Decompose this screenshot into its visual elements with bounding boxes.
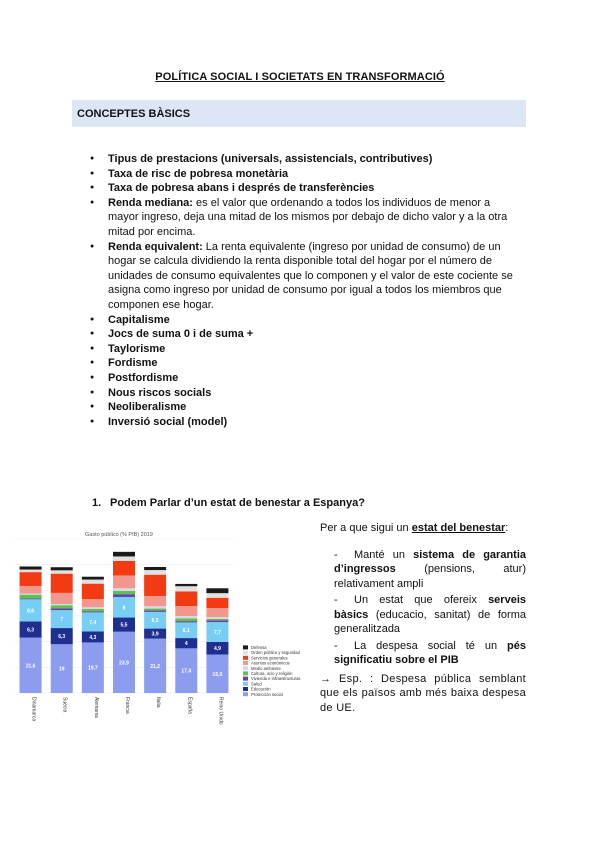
category-label: Suecia [61, 697, 68, 713]
concept-term: Jocs de suma 0 i de suma + [108, 328, 254, 341]
concept-item [72, 342, 522, 357]
right-column [320, 521, 526, 726]
section-heading-bar [72, 100, 526, 127]
bar-segment [20, 586, 42, 594]
welfare-intro: Per a que sigui un estat del benestar: [320, 522, 509, 534]
bar-segment [51, 567, 73, 570]
legend-label: Asuntos económicos [251, 660, 290, 666]
concept-item [72, 167, 522, 182]
bar-value-label: 8,6 [27, 608, 35, 615]
bar-segment [144, 570, 166, 575]
bar-segment [20, 570, 42, 573]
bar-segment [51, 574, 73, 593]
bar-segment [144, 609, 166, 611]
bar-segment [175, 584, 197, 586]
bar-segment [20, 566, 42, 569]
bar-segment [20, 595, 42, 599]
bar-segment [82, 607, 104, 609]
section-heading: CONCEPTES BÀSICS [77, 108, 191, 120]
point-dash: - [334, 639, 338, 652]
bar-value-label: 19,7 [87, 665, 98, 672]
bar-segment [206, 620, 228, 622]
bar-segment [113, 591, 135, 594]
welfare-state-term: estat del benestar [411, 522, 506, 534]
bar-segment [144, 575, 166, 596]
point-dash: - [334, 594, 338, 606]
bar-segment [51, 593, 73, 604]
bar-value-label: 4 [184, 641, 188, 648]
bar-value-label: 23,9 [119, 660, 129, 667]
legend-swatch [243, 651, 248, 655]
public-spending-chart [15, 527, 311, 757]
concept-item [72, 152, 522, 167]
bar-segment [175, 616, 197, 618]
bar-segment [113, 552, 135, 557]
bar-segment [206, 588, 228, 593]
bar-segment [20, 594, 42, 595]
welfare-point: - La despesa social té un pés significatiu sobre el PIB [334, 639, 526, 666]
concept-term: Taxa de risc de pobresa monetària [108, 167, 289, 180]
bar-segment [175, 591, 197, 606]
bar-segment [144, 610, 166, 612]
point-key-term: serveis bàsics [334, 594, 526, 621]
bar-segment [82, 611, 104, 612]
bar-segment [82, 609, 104, 612]
welfare-point: - Manté un sistema de garantia d’ingressos (pensions, atur) relativament ampli [334, 548, 527, 590]
concept-term: Fordisme [108, 357, 158, 370]
question-text: Podem Parlar d’un estat de benestar a Espanya? [110, 497, 365, 509]
concept-term: Inversió social (model) [108, 415, 228, 428]
bar-segment [144, 606, 166, 608]
welfare-points [320, 548, 526, 668]
bar-segment [175, 586, 197, 591]
bar-segment [113, 561, 135, 576]
concept-term: Neoliberalisme [108, 401, 187, 414]
concept-definition: es el valor que ordenando a todos los individuos de menor a mayor ingreso, deja una mitad de los mismos por debajo de dicho valor y a la otra mitad por encima. [108, 196, 508, 238]
question-number: 1. [92, 497, 102, 509]
concept-item [72, 313, 522, 328]
bar-segment [82, 580, 104, 584]
bar-segment [144, 596, 166, 606]
category-label: Francia [124, 697, 130, 714]
legend-label: Cultura, ocio y religión [251, 671, 293, 676]
chart-svg [15, 527, 311, 757]
concept-item [72, 371, 522, 386]
concept-term: Tipus de prestacions (universals, assistencials, contributives) [108, 153, 433, 165]
bar-value-label: 21,6 [25, 663, 36, 670]
legend-label: Defensa [251, 645, 267, 650]
bar-segment [113, 556, 135, 560]
category-label: Italia [155, 697, 162, 708]
bar-segment [82, 599, 104, 607]
concept-item [72, 386, 522, 401]
bar-segment [51, 570, 73, 573]
legend-swatch [243, 666, 248, 670]
bar-value-label: 6,1 [182, 628, 190, 635]
concept-term: Renda mediana: [108, 196, 193, 209]
bar-value-label: 6,5 [151, 618, 159, 625]
bar-segment [206, 619, 228, 621]
concept-term: Taxa de pobresa abans i després de transferències [108, 182, 375, 195]
chart-title: Gasto público (% PIB) 2019 [85, 532, 153, 538]
concept-term: Postfordisme [108, 371, 179, 384]
legend-label: Medio ambiente [251, 665, 281, 671]
legend-label: Educación [251, 686, 271, 692]
concept-item [72, 196, 522, 240]
bar-segment [113, 575, 135, 588]
question-heading [92, 497, 365, 509]
bar-segment [206, 598, 228, 608]
bar-segment [20, 599, 42, 600]
point-key-term: sistema de garantia d’ingressos [334, 548, 527, 575]
legend-swatch [243, 682, 248, 686]
concepts-list [72, 152, 522, 429]
legend-label: Salud [251, 681, 262, 687]
concept-term: Capitalisme [108, 313, 170, 326]
bar-value-label: 15,0 [212, 671, 223, 678]
point-dash: - [334, 548, 338, 561]
bar-value-label: 4,3 [89, 634, 97, 641]
legend-swatch [243, 692, 248, 696]
legend-swatch [243, 687, 248, 691]
category-label: Reino Unido [217, 697, 224, 725]
bar-segment [82, 577, 104, 580]
bar-value-label: 8 [122, 605, 126, 612]
concept-item [72, 181, 522, 196]
legend-label: Protección social [251, 691, 283, 697]
bar-value-label: 6,3 [27, 627, 35, 634]
bar-value-label: 3,9 [151, 631, 159, 638]
concept-item [72, 415, 522, 430]
bar-value-label: 4,9 [213, 646, 221, 653]
legend-swatch [243, 671, 248, 675]
concept-term: Renda equivalent: [108, 240, 203, 253]
bar-segment [20, 572, 42, 586]
concept-item [72, 240, 522, 313]
bar-value-label: 19 [58, 666, 65, 673]
bar-value-label: 5,5 [120, 622, 128, 629]
bar-segment [51, 605, 73, 608]
bar-value-label: 7 [60, 617, 64, 624]
bar-segment [175, 618, 197, 621]
legend-label: Orden público y seguridad [251, 650, 300, 656]
category-label: Alemania [92, 697, 99, 718]
concept-item [72, 327, 522, 342]
legend-swatch [243, 677, 248, 681]
bar-segment [51, 604, 73, 605]
point-key-term: pés significatiu sobre el PIB [334, 639, 526, 666]
bar-segment [206, 593, 228, 598]
bar-segment [206, 617, 228, 619]
legend-label: Vivienda e infraestructuras [251, 676, 301, 682]
concept-item [72, 356, 522, 371]
bar-segment [51, 608, 73, 610]
category-label: España [186, 697, 193, 714]
document-title: POLÍTICA SOCIAL I SOCIETATS EN TRANSFORMACIÓ [155, 71, 445, 83]
legend-label: Servicios generales [251, 655, 288, 661]
bar-segment [175, 621, 197, 622]
concept-definition: La renta equivalente (ingreso por unidad de consumo) de un hogar se calcula dividiendo la renta disponible total del hogar por el número de unidades de consumo equivalentes que lo componen y el valor de este cociente se asigna como ingreso por unidad de consumo por igual a todos los miembros que componen ese hogar. [108, 240, 513, 311]
welfare-point: - Un estat que ofereix serveis bàsics (educacio, sanitat) de forma generalitzada [334, 594, 526, 635]
concept-term: Nous riscos socials [108, 386, 212, 399]
bar-value-label: 17,4 [181, 668, 192, 675]
bar-segment [206, 608, 228, 617]
bar-value-label: 7,7 [213, 630, 221, 637]
bar-value-label: 21,2 [150, 663, 161, 670]
bar-segment [113, 588, 135, 591]
concept-item [72, 400, 522, 415]
legend-swatch [243, 645, 248, 649]
bar-value-label: 6,3 [58, 634, 66, 641]
bar-segment [175, 606, 197, 616]
bar-segment [82, 584, 104, 599]
bar-segment [113, 594, 135, 597]
legend-swatch [243, 661, 248, 665]
spain-note: → Esp. : Despesa pública semblant que els països amb més baixa despesa de UE. [320, 672, 526, 714]
bar-segment [144, 567, 166, 570]
concept-term: Taylorisme [108, 342, 166, 355]
legend-swatch [243, 656, 248, 660]
category-label: Dinamarca [30, 697, 37, 722]
bar-value-label: 7,4 [89, 619, 97, 626]
